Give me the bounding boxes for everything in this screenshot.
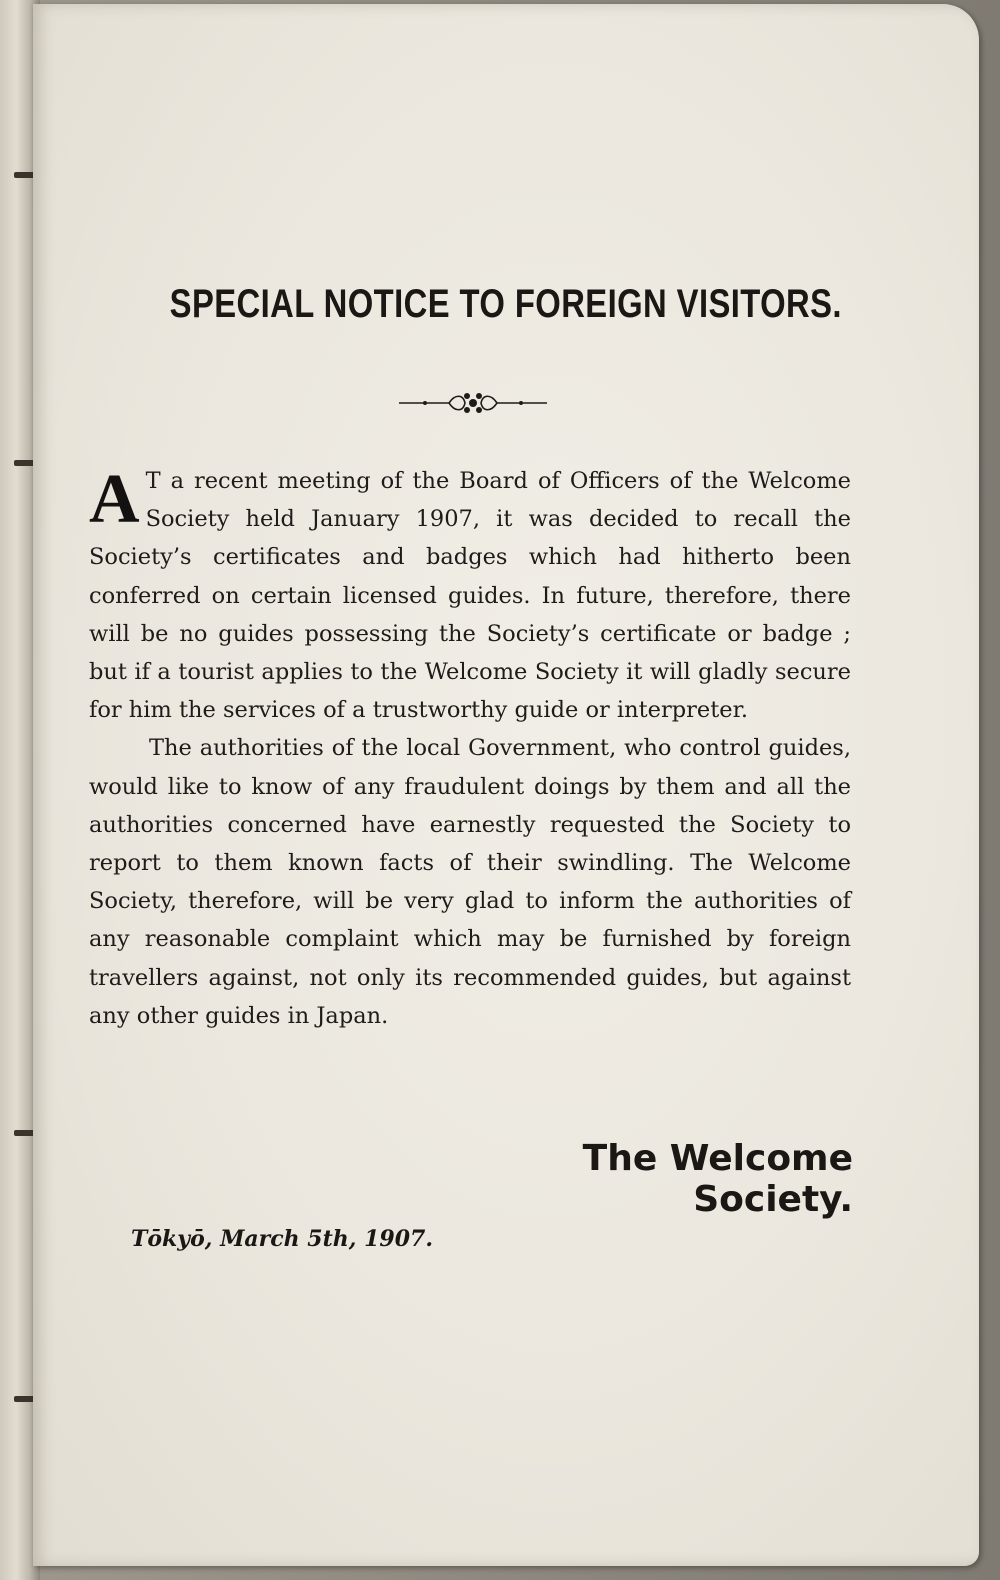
notice-body <box>89 462 851 1035</box>
fleuron-divider-icon <box>397 388 549 418</box>
paragraph-1 <box>89 462 851 729</box>
dateline: Tōkyō, March 5th, 1907. <box>131 1226 433 1252</box>
book-page <box>33 4 979 1566</box>
drop-cap: A <box>89 461 140 538</box>
notice-title: SPECIAL NOTICE TO FOREIGN VISITORS. <box>169 282 842 326</box>
paragraph-2: The authorities of the local Government, who control guides, would like to know of any fraudulent doings by them and all the authorities concerned have earnestly requested the Society to report to them known facts of their swindling. The Welcome Society, therefore, will be very glad to inform the authorities of any reasonable complaint which may be furnished by foreign travellers against, not only its recommended guides, but against any other guides in Japan. <box>89 735 851 1029</box>
signature: The Welcome Society. <box>582 1138 853 1220</box>
paragraph-1-text: T a recent meeting of the Board of Officers of the Welcome Society held January 1907, it was decided to recall the Society’s certificates and badges which had hitherto been conferred on certain licensed guides. In future, therefore, there will be no guides possessing the Society’s certificate or badge ; but if a tourist applies to the Welcome Society it will gladly secure for him the services of a trustworthy guide or interpreter. <box>89 468 851 724</box>
